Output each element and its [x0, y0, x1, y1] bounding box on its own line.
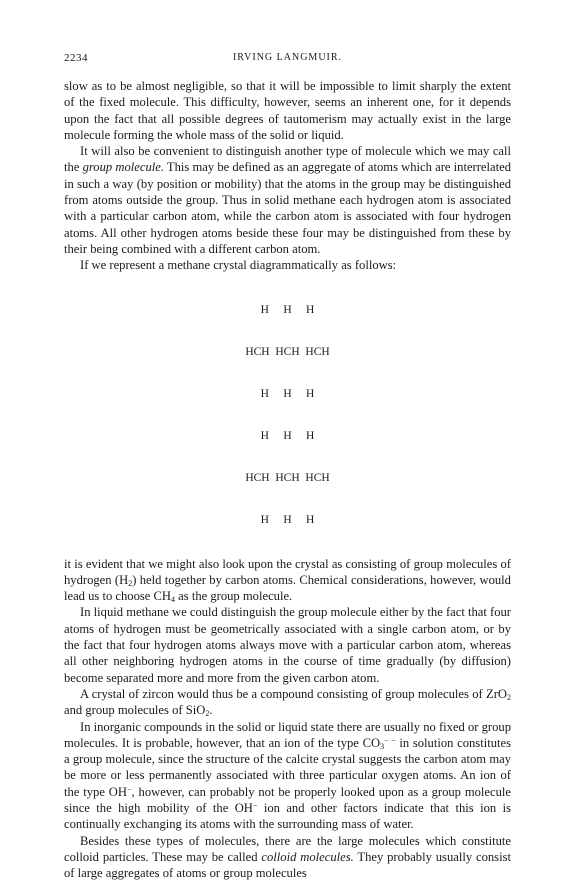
diagram-row: H H H [260, 429, 315, 442]
paragraph-8 [64, 833, 511, 882]
body-text [64, 78, 511, 882]
diagram-row: H H H [260, 387, 315, 400]
subscript: 2 [507, 692, 511, 702]
diagram-row: H H H [260, 513, 315, 526]
superscript: − [127, 784, 132, 794]
term-colloid-molecules: colloid molecules. [261, 849, 354, 864]
paragraph-2 [64, 143, 511, 257]
subscript: 2 [205, 709, 210, 719]
paragraph-text: If we represent a methane crystal diagrammatically as follows: [80, 258, 397, 273]
page-number: 2234 [64, 52, 88, 64]
subscript: 2 [128, 578, 133, 588]
paragraph-text: it is evident that we might also look upon the crystal as consisting of group molecules of hydrogen (H [64, 556, 511, 587]
paragraph-6 [64, 686, 511, 719]
superscript: − − [384, 735, 396, 745]
term-group-molecule: group molecule. [82, 160, 164, 175]
superscript: − [252, 801, 258, 811]
paragraph-text: slow as to be almost negligible, so that it will be impossible to limit sharply the extent of the fixed molecule. This difficulty, however, seems an inherent one, for it depends upon the fact that all possible degrees of tautomerism may actually exist in the large molecule forming the whole mass of the solid or liquid. [64, 79, 511, 142]
paragraph-text: In liquid methane we could distinguish the group molecule either by the fact that four atoms of hydrogen must be geometrically associated with a single carbon atom, or by the fact that four hydrogen atoms always move with a particular carbon atom, whereas all other neighboring hydrogen atoms in the course of time gradually (by diffusion) become separated more and more from the given carbon atom. [64, 605, 511, 685]
running-head-author: IRVING LANGMUIR. [232, 52, 343, 63]
paragraph-1 [64, 78, 511, 143]
paragraph-text: It will also be convenient to distinguish another type of molecule which we may call the [64, 144, 511, 175]
paragraph-text: , however, can probably not be properly looked upon as a group molecule since the high mobility of the OH [64, 784, 512, 816]
paragraph-text: This may be defined as an aggregate of atoms which are interrelated in such a way (by position or mobility) that the atoms in the group may be distinguished from atoms outside the group. Thus in solid methane each hydrogen atom is associated with a particular carbon atom, while the carbon atom is associated with four hydrogen atoms. All other hydrogen atoms beside these four may be distinguished from these by their being combined with a different carbon atom. [64, 160, 511, 256]
subscript: 4 [171, 595, 176, 605]
paragraph-text: and group molecules of SiO [64, 703, 206, 718]
methane-crystal-diagram [64, 275, 511, 555]
paragraph-text: Besides these types of molecules, there are the large molecules which constitute colloid particles. These may be called [64, 833, 511, 864]
paragraph-3 [64, 257, 511, 273]
diagram-row: HCH HCH HCH [245, 471, 330, 484]
paragraph-text: A crystal of zircon would thus be a compound consisting of group molecules of ZrO [80, 686, 507, 701]
diagram-row: H H H [260, 303, 315, 316]
running-head [64, 52, 511, 68]
paragraph-text: as the group molecule. [175, 589, 293, 604]
paragraph-text: They probably usually consist of large aggregates of atoms or group molecules [64, 849, 511, 881]
paragraph-4 [64, 556, 511, 605]
diagram-row: HCH HCH HCH [245, 345, 330, 358]
paragraph-text: ) held together by carbon atoms. Chemical considerations, however, would lead us to choose CH [64, 572, 511, 604]
paragraph-text: In inorganic compounds in the solid or liquid state there are usually no fixed or group molecules. It is probable, however, that an ion of the type CO [64, 719, 512, 750]
paragraph-text: in solution constitutes a group molecule, since the structure of the calcite crystal suggests the carbon atom may be more or less permanently associated with three particular oxygen atoms. An ion of the type OH [64, 735, 511, 799]
paragraph-7 [64, 719, 511, 833]
subscript: 3 [380, 741, 385, 751]
paragraph-text: ion and other factors indicate that this ion is continually exchanging its atoms with the surrounding mass of water. [64, 801, 511, 832]
paragraph-5 [64, 604, 511, 685]
paragraph-text: . [209, 703, 213, 718]
